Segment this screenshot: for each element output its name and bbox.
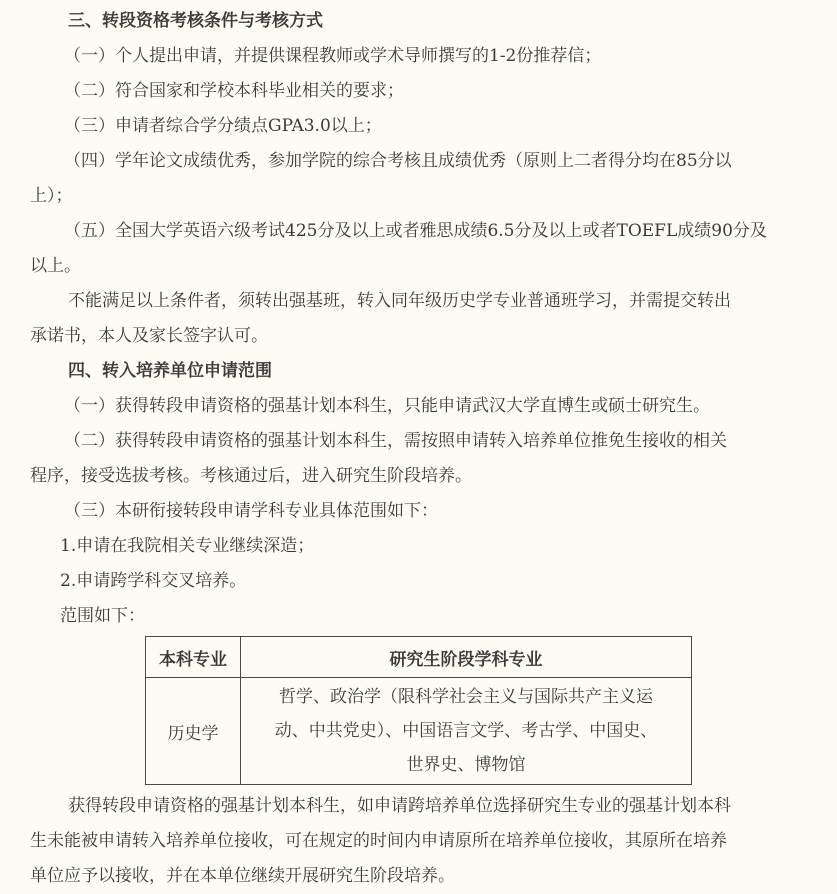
range-label: 范围如下： bbox=[60, 606, 145, 626]
section-4-sub-item-1: 1.申请在我院相关专业继续深造； bbox=[60, 536, 315, 556]
discipline-line-2: 动、中共党史）、中国语言文学、考古学、中国史、 bbox=[274, 721, 658, 741]
closing-line-2: 生未能被申请转入培养单位接收，可在规定的时间内申请原所在培养单位接收，其原所在培养 bbox=[30, 831, 727, 851]
closing-line-3: 单位应予以接收，并在本单位继续开展研究生阶段培养。 bbox=[30, 866, 455, 886]
section-4-item-2-line-2: 程序，接受选拔考核。考核通过后，进入研究生阶段培养。 bbox=[30, 466, 472, 486]
discipline-line-3: 世界史、博物馆 bbox=[406, 755, 526, 775]
closing-line-1: 获得转段申请资格的强基计划本科生，如申请跨培养单位选择研究生专业的强基计划本科 bbox=[68, 796, 731, 816]
section-4-sub-item-2: 2.申请跨学科交叉培养。 bbox=[60, 571, 247, 591]
section-3-note-line-2: 承诺书，本人及家长签字认可。 bbox=[30, 326, 268, 346]
cell-undergraduate-major: 历史学 bbox=[146, 678, 241, 785]
section-3-item-4-line-1: （四）学年论文成绩优秀，参加学院的综合考核且成绩优秀（原则上二者得分均在85分以 bbox=[64, 151, 732, 171]
section-3-item-3: （三）申请者综合学分绩点GPA3.0以上； bbox=[64, 116, 382, 136]
section-4-item-2-line-1: （二）获得转段申请资格的强基计划本科生，需按照申请转入培养单位推免生接收的相关 bbox=[64, 431, 727, 451]
cell-graduate-disciplines bbox=[241, 678, 692, 785]
program-range-table-wrapper bbox=[145, 636, 692, 785]
table-header-row bbox=[146, 637, 692, 678]
header-undergraduate-major: 本科专业 bbox=[146, 637, 241, 678]
section-4-heading: 四、转入培养单位申请范围 bbox=[68, 361, 272, 381]
section-3-item-1: （一）个人提出申请，并提供课程教师或学术导师撰写的1-2份推荐信； bbox=[64, 46, 602, 66]
section-3-note-line-1: 不能满足以上条件者，须转出强基班，转入同年级历史学专业普通班学习，并需提交转出 bbox=[68, 291, 731, 311]
section-3-item-5-line-1: （五）全国大学英语六级考试425分及以上或者雅思成绩6.5分及以上或者TOEFL成绩90分及 bbox=[64, 221, 767, 241]
section-3-item-2: （二）符合国家和学校本科毕业相关的要求； bbox=[64, 81, 404, 101]
section-4-item-3: （三）本研衔接转段申请学科专业具体范围如下： bbox=[64, 501, 438, 521]
program-range-table bbox=[145, 636, 692, 785]
discipline-line-1: 哲学、政治学（限科学社会主义与国际共产主义运 bbox=[279, 687, 653, 707]
section-3-item-4-line-2: 上）； bbox=[30, 186, 73, 206]
section-3-heading: 三、转段资格考核条件与考核方式 bbox=[68, 11, 323, 31]
header-graduate-discipline: 研究生阶段学科专业 bbox=[241, 637, 692, 678]
table-row bbox=[146, 678, 692, 785]
section-3-item-5-line-2: 以上。 bbox=[30, 256, 81, 276]
section-4-item-1: （一）获得转段申请资格的强基计划本科生，只能申请武汉大学直博生或硕士研究生。 bbox=[64, 396, 710, 416]
